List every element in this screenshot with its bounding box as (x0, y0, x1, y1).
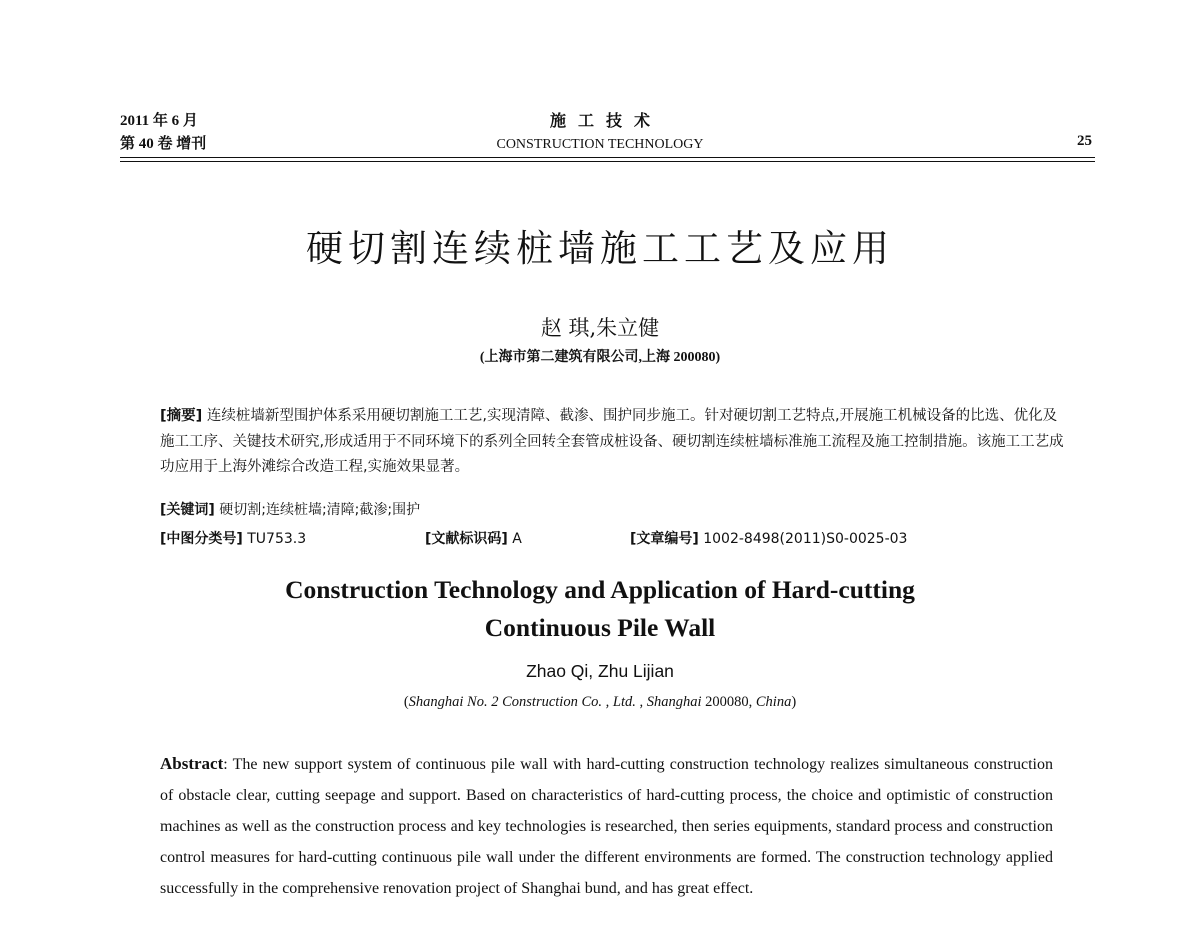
paper-title-cn: 硬切割连续桩墙施工工艺及应用 (306, 227, 894, 270)
article-number-label: [文章编号] (630, 531, 699, 547)
abstract-en (160, 748, 1053, 904)
page-number: 25 (1077, 133, 1092, 149)
affiliation-en-country: China (755, 694, 792, 710)
abstract-cn-text: 连续桩墙新型围护体系采用硬切割施工工艺,实现清障、截渗、围护同步施工。针对硬切割工艺特点,开展施工机械设备的比选、优化及施工工序、关键技术研究,形成适用于不同环境下的系列全回转全套管成桩设备、硬切割连续桩墙标准施工流程及施工控制措施。该施工工艺成功应用于上海外滩综合改造工程,实施效果显著。 (160, 408, 1064, 475)
clc-number (160, 528, 306, 548)
affiliation-en-org: Shanghai No. 2 Construction Co. , Ltd. , Shanghai (408, 694, 702, 710)
doc-code-label: [文献标识码] (425, 531, 508, 547)
affiliation-en-close: ) (791, 694, 797, 710)
abstract-en-sep: : (223, 756, 233, 773)
article-number (630, 528, 907, 548)
document-code (425, 528, 522, 548)
authors-en: Zhao Qi, Zhu Lijian (526, 661, 674, 681)
keywords-cn-label: [关键词] (160, 502, 215, 518)
classification-row (160, 528, 1065, 550)
journal-name-cn: 施工技术 (549, 113, 662, 130)
affiliation-en-open: ( (403, 694, 409, 710)
issue-date: 2011 年 6 月 (120, 113, 198, 129)
article-number-value: 1002-8498(2011)S0-0025-03 (698, 531, 908, 547)
abstract-en-text: The new support system of continuous pile wall with hard-cutting construction technology realizes simultaneous construction of obstacle clear, cutting seepage and support. Based on characteristics of hard-cutting process, the choice and optimistic of construction machines as well as the construction process and key technologies is researched, then series equipments, standard process and construction control measures for hard-cutting continuous pile wall under the different environments are formed. The construction technology applied successfully in the comprehensive renovation project of Shanghai bund, and has great effect. (160, 756, 1053, 897)
journal-name (420, 110, 780, 156)
abstract-cn-label: [摘要] (160, 408, 203, 424)
doc-code-value: A (507, 531, 522, 547)
paper-title-en-line2: Continuous Pile Wall (484, 613, 716, 642)
paper-title-en (0, 571, 1200, 647)
authors-cn: 赵 琪,朱立健 (540, 316, 660, 340)
header-rule (120, 157, 1095, 158)
paper-title-en-line1: Construction Technology and Application of Hard-cutting (285, 575, 915, 604)
journal-issue-info (120, 110, 206, 156)
affiliation-cn: (上海市第二建筑有限公司,上海 200080) (479, 350, 721, 365)
clc-value: TU753.3 (242, 531, 307, 547)
keywords-cn-text: 硬切割;连续桩墙;清障;截渗;围护 (214, 502, 421, 518)
header-rule-thin (120, 161, 1095, 162)
affiliation-en (0, 694, 1200, 711)
issue-volume: 第 40 卷 增刊 (120, 136, 207, 152)
abstract-en-label: Abstract (160, 754, 224, 773)
abstract-cn (160, 404, 1065, 481)
keywords-cn (160, 499, 1065, 519)
clc-label: [中图分类号] (160, 531, 243, 547)
journal-name-en: CONSTRUCTION TECHNOLOGY (496, 137, 704, 152)
affiliation-en-code: 200080, (701, 694, 756, 710)
